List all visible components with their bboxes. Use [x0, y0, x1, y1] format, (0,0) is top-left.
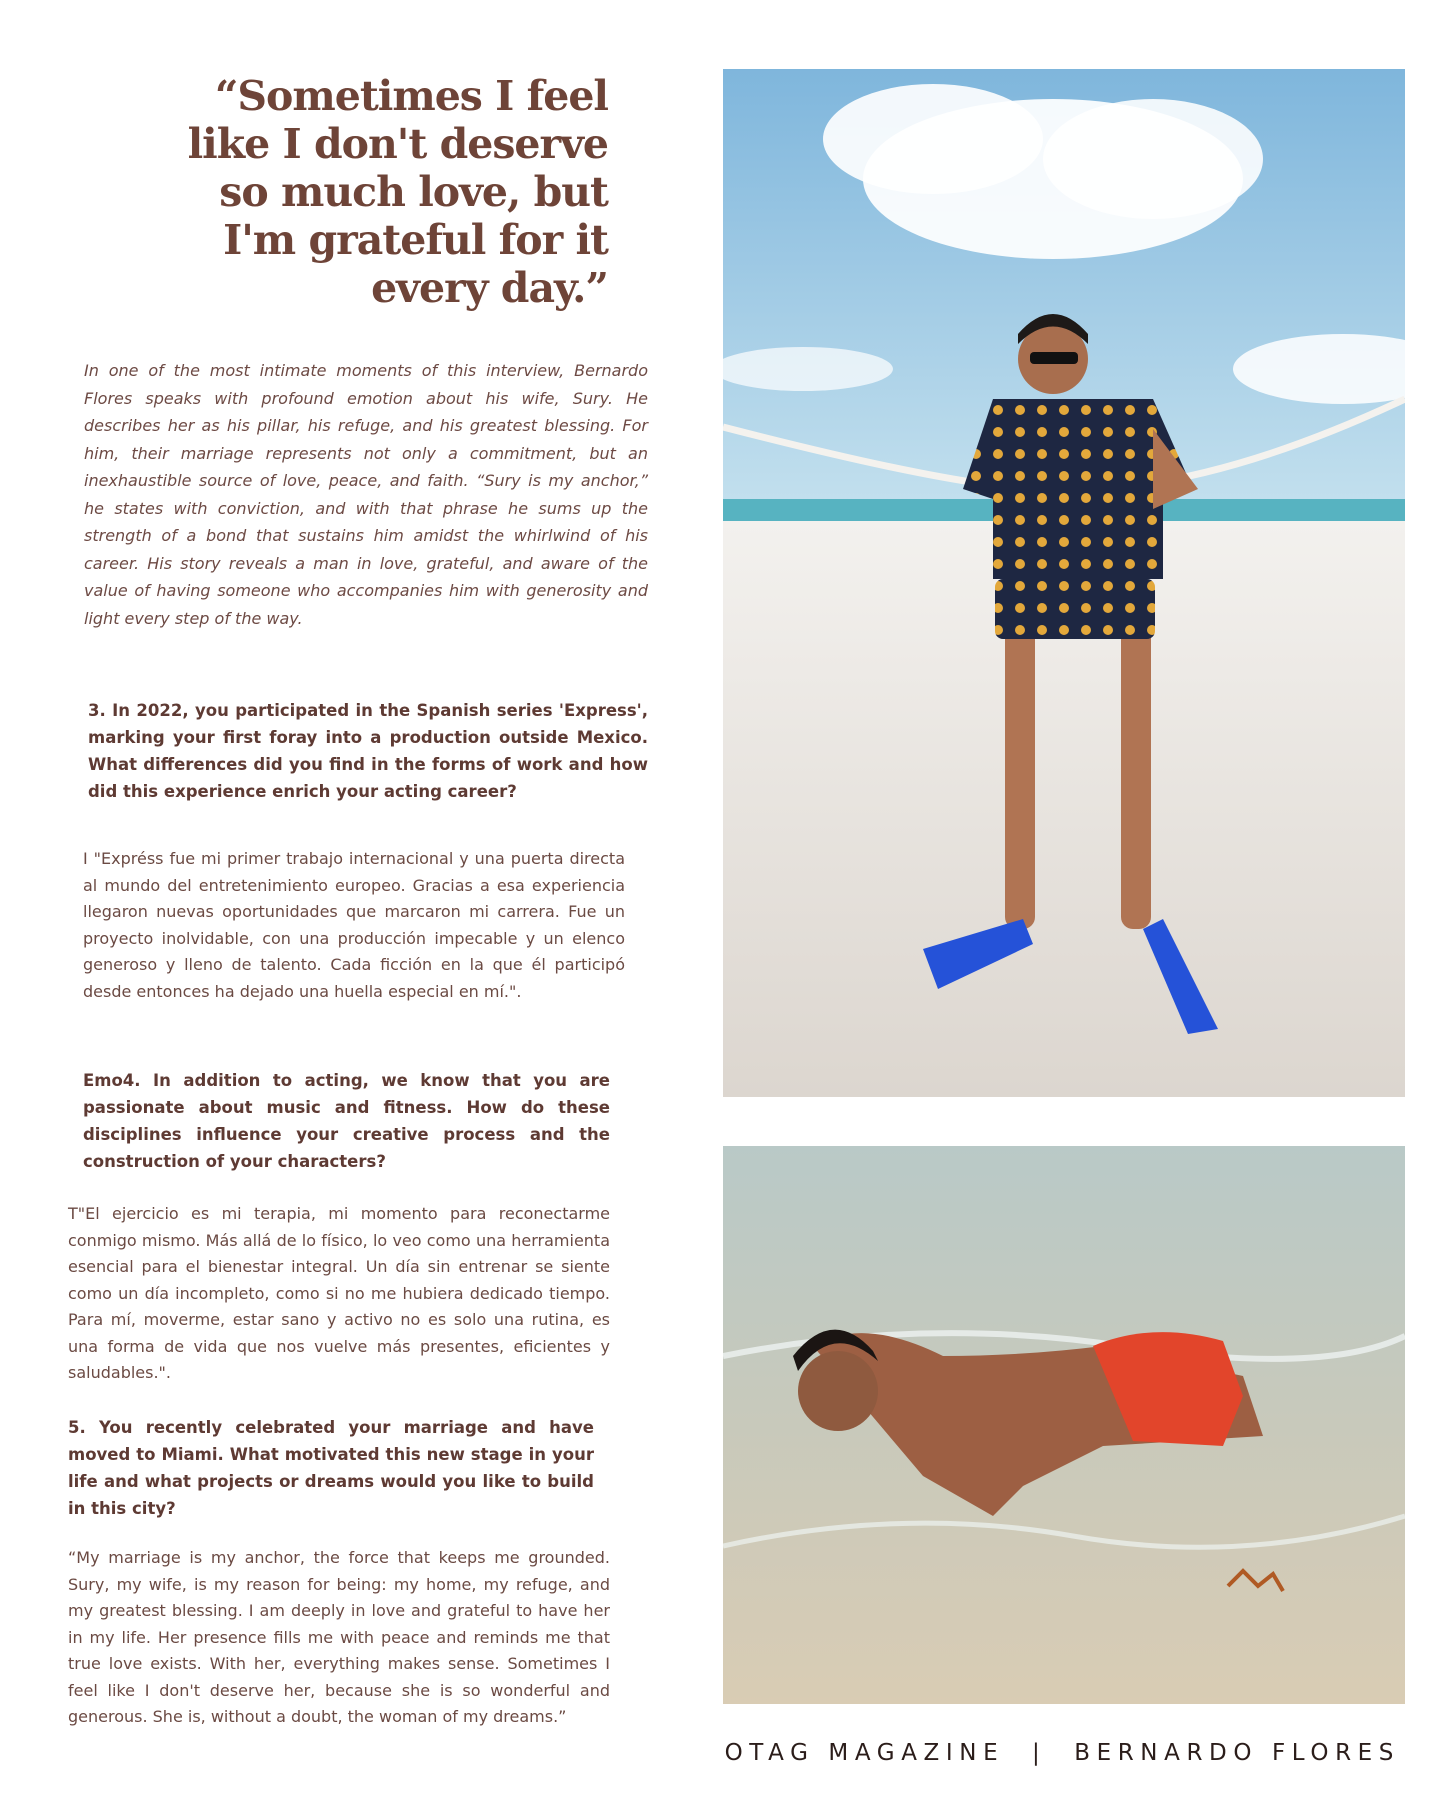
intro-paragraph: In one of the most intimate moments of this interview, Bernardo Flores speaks with profound emotion about his wife, Sury. He describes her as his pillar, his refuge, and his greatest blessing. For him, their marriage represents not only a commitment, but an inexhaustible source of love, peace, and faith. “Sury is my anchor,” he states with conviction, and with that phrase he sums up the strength of a bond that sustains him amidst the whirlwind of his career. His story reveals a man in love, grateful, and aware of the value of having someone who accompanies him with generosity and light every step of the way. — [84, 361, 648, 628]
beach-photo-standing — [723, 69, 1405, 1097]
magazine-footer: OTAG MAGAZINE | BERNARDO FLORES — [724, 1740, 1400, 1766]
answer-3: I "Expréss fue mi primer trabajo internacional y una puerta directa al mundo del entretenimiento europeo. Gracias a esa experiencia llegaron nuevas oportunidades que marcaron mi carrera. Fue un proyecto inolvidable, con una producción impecable y un elenco generoso y lleno de talento. Cada ficción en la que él participó desde entonces ha dejado una huella especial en mí.". — [83, 849, 625, 1001]
answer-4: T"El ejercicio es mi terapia, mi momento para reconectarme conmigo mismo. Más allá de lo físico, lo veo como una herramienta esencial para el bienestar integral. Un día sin entrenar se siente como un día incompleto, como si no me hubiera dedicado tiempo. Para mí, moverme, estar sano y activo no es solo una rutina, es una forma de vida que nos vuelve más presentes, eficientes y saludables.". — [68, 1204, 610, 1382]
beach-photo-water — [723, 1146, 1405, 1704]
pull-quote — [175, 72, 608, 312]
pull-quote-line: so much love, but — [219, 168, 608, 216]
pull-quote-line: “Sometimes I feel — [214, 72, 608, 120]
pull-quote-line: every day.” — [371, 264, 608, 312]
answer-5: “My marriage is my anchor, the force that keeps me grounded. Sury, my wife, is my reason for being: my home, my refuge, and my greatest blessing. I am deeply in love and grateful to have her in my life. Her presence fills me with peace and reminds me that true love exists. With her, everything makes sense. Sometimes I feel like I don't deserve her, because she is so wonderful and generous. She is, without a doubt, the woman of my dreams.” — [68, 1548, 610, 1726]
question-4: Emo4. In addition to acting, we know that you are passionate about music and fitness. How do these disciplines influence your creative process and the construction of your characters? — [83, 1071, 610, 1171]
pull-quote-line: I'm grateful for it — [223, 216, 608, 264]
question-3: 3. In 2022, you participated in the Spanish series 'Express', marking your first foray into a production outside Mexico. What differences did you find in the forms of work and how did this experience enrich your acting career? — [88, 701, 648, 801]
question-5: 5. You recently celebrated your marriage and have moved to Miami. What motivated this new stage in your life and what projects or dreams would you like to build in this city? — [68, 1418, 594, 1518]
pull-quote-line: like I don't deserve — [187, 120, 608, 168]
